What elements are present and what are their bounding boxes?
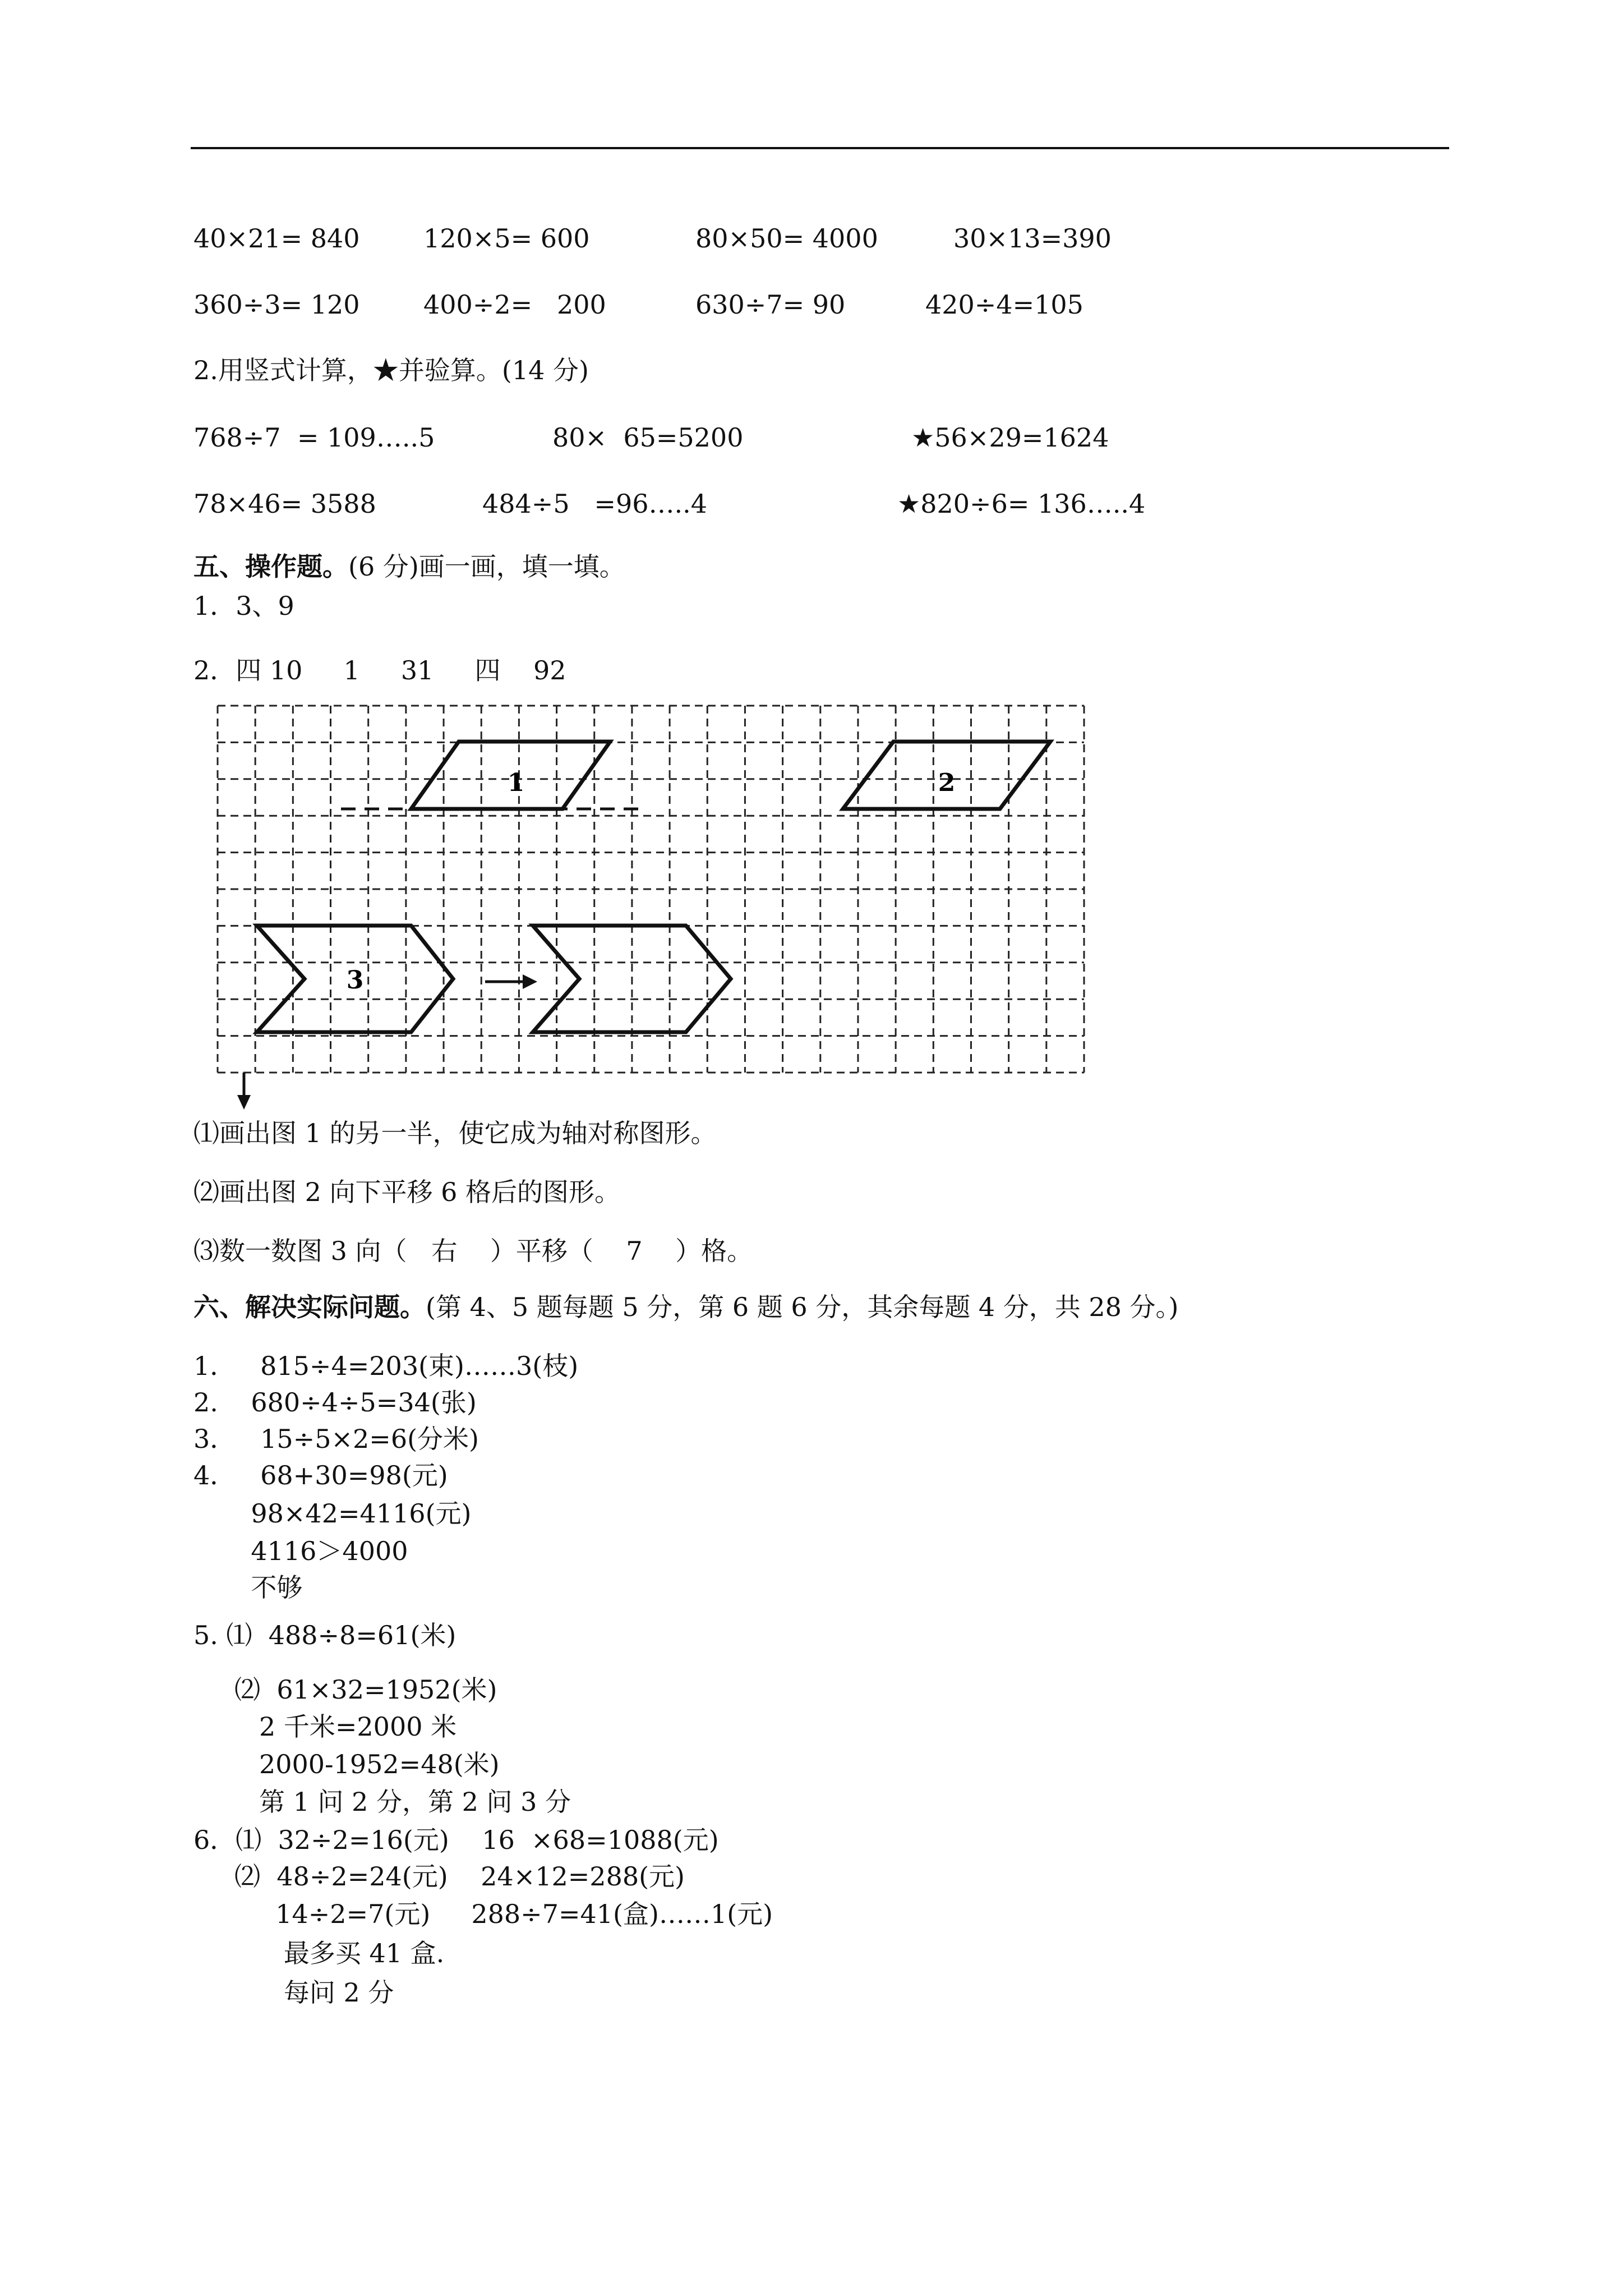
section6-heading-rest: (第 4、5 题每题 5 分，第 6 题 6 分，其余每题 4 分，共 28 分。) <box>426 1292 1179 1322</box>
oral-calc-3: 80×50= 4000 <box>695 223 878 254</box>
answer-line: 每问 2 分 <box>193 1977 394 2008</box>
written-calc-3: ★56×29=1624 <box>911 422 1109 453</box>
answer-line: 2 千米=2000 米 <box>193 1711 457 1742</box>
written-calc-6: ★820÷6= 136…..4 <box>897 489 1146 519</box>
figure-1-label: 1 <box>507 769 525 797</box>
down-arrow-head <box>237 1095 251 1110</box>
figure-3-label: 3 <box>346 966 364 995</box>
answer-line: ⑵ 48÷2=24(元) 24×12=288(元) <box>193 1861 685 1892</box>
section5-heading-bold: 五、操作题。 <box>193 551 348 582</box>
oral-calc-7: 630÷7= 90 <box>695 289 846 320</box>
section6-heading-bold: 六、解决实际问题。 <box>193 1292 426 1322</box>
answer-line: 98×42=4116(元) <box>193 1498 472 1529</box>
written-calc-2: 80× 65=5200 <box>552 422 744 453</box>
section5-sub1: ⑴画出图 1 的另一半，使它成为轴对称图形。 <box>193 1118 717 1148</box>
answer-line: 14÷2=7(元) 288÷7=41(盒)……1(元) <box>193 1899 773 1929</box>
figure-2-label: 2 <box>938 769 956 797</box>
answer-line: 不够 <box>193 1572 303 1603</box>
answer-line: 3． 15÷5×2=6(分米) <box>193 1424 479 1454</box>
section5-sub3: ⑶数一数图 3 向（ 右 ）平移（ 7 ）格。 <box>193 1236 753 1266</box>
answer-line: 2. 680÷4÷5=34(张) <box>193 1387 477 1418</box>
answer-line: 2000-1952=48(米) <box>193 1749 500 1779</box>
answer-line: 4116＞4000 <box>193 1536 408 1566</box>
answer-line: 6．⑴ 32÷2=16(元) 16 ×68=1088(元) <box>193 1825 719 1855</box>
written-calc-4: 78×46= 3588 <box>193 489 376 519</box>
answer-line: 5. ⑴ 488÷8=61(米) <box>193 1620 457 1650</box>
oral-calc-4: 30×13=390 <box>953 223 1112 254</box>
written-calc-5: 484÷5 =96…..4 <box>482 489 708 519</box>
section5-q2: 2．四 10 1 31 四 92 <box>193 655 566 685</box>
section5-heading-rest: (6 分)画一画，填一填。 <box>348 551 625 582</box>
oral-calc-1: 40×21= 840 <box>193 223 360 254</box>
answer-line: 最多买 41 盒. <box>193 1938 445 1968</box>
section6-heading <box>193 1290 1179 1324</box>
section5-q1: 1．3、9 <box>193 591 294 621</box>
oral-calc-6: 400÷2= 200 <box>423 289 606 320</box>
answer-line: ⑵ 61×32=1952(米) <box>193 1674 497 1705</box>
written-calc-1: 768÷7 = 109…..5 <box>193 422 435 453</box>
grid-lines <box>218 706 1084 1073</box>
oral-calc-2: 120×5= 600 <box>423 223 590 254</box>
section5-sub2: ⑵画出图 2 向下平移 6 格后的图形。 <box>193 1177 621 1207</box>
answer-line: 4． 68+30=98(元) <box>193 1460 448 1490</box>
move-arrow-head <box>523 974 537 989</box>
answer-line: 第 1 问 2 分，第 2 问 3 分 <box>193 1787 571 1817</box>
oral-calc-8: 420÷4=105 <box>925 289 1083 320</box>
answer-line: 1． 815÷4=203(束)……3(枝) <box>193 1351 579 1381</box>
oral-calc-5: 360÷3= 120 <box>193 289 360 320</box>
written-calc-heading: 2.用竖式计算，★并验算。(14 分) <box>193 355 589 385</box>
